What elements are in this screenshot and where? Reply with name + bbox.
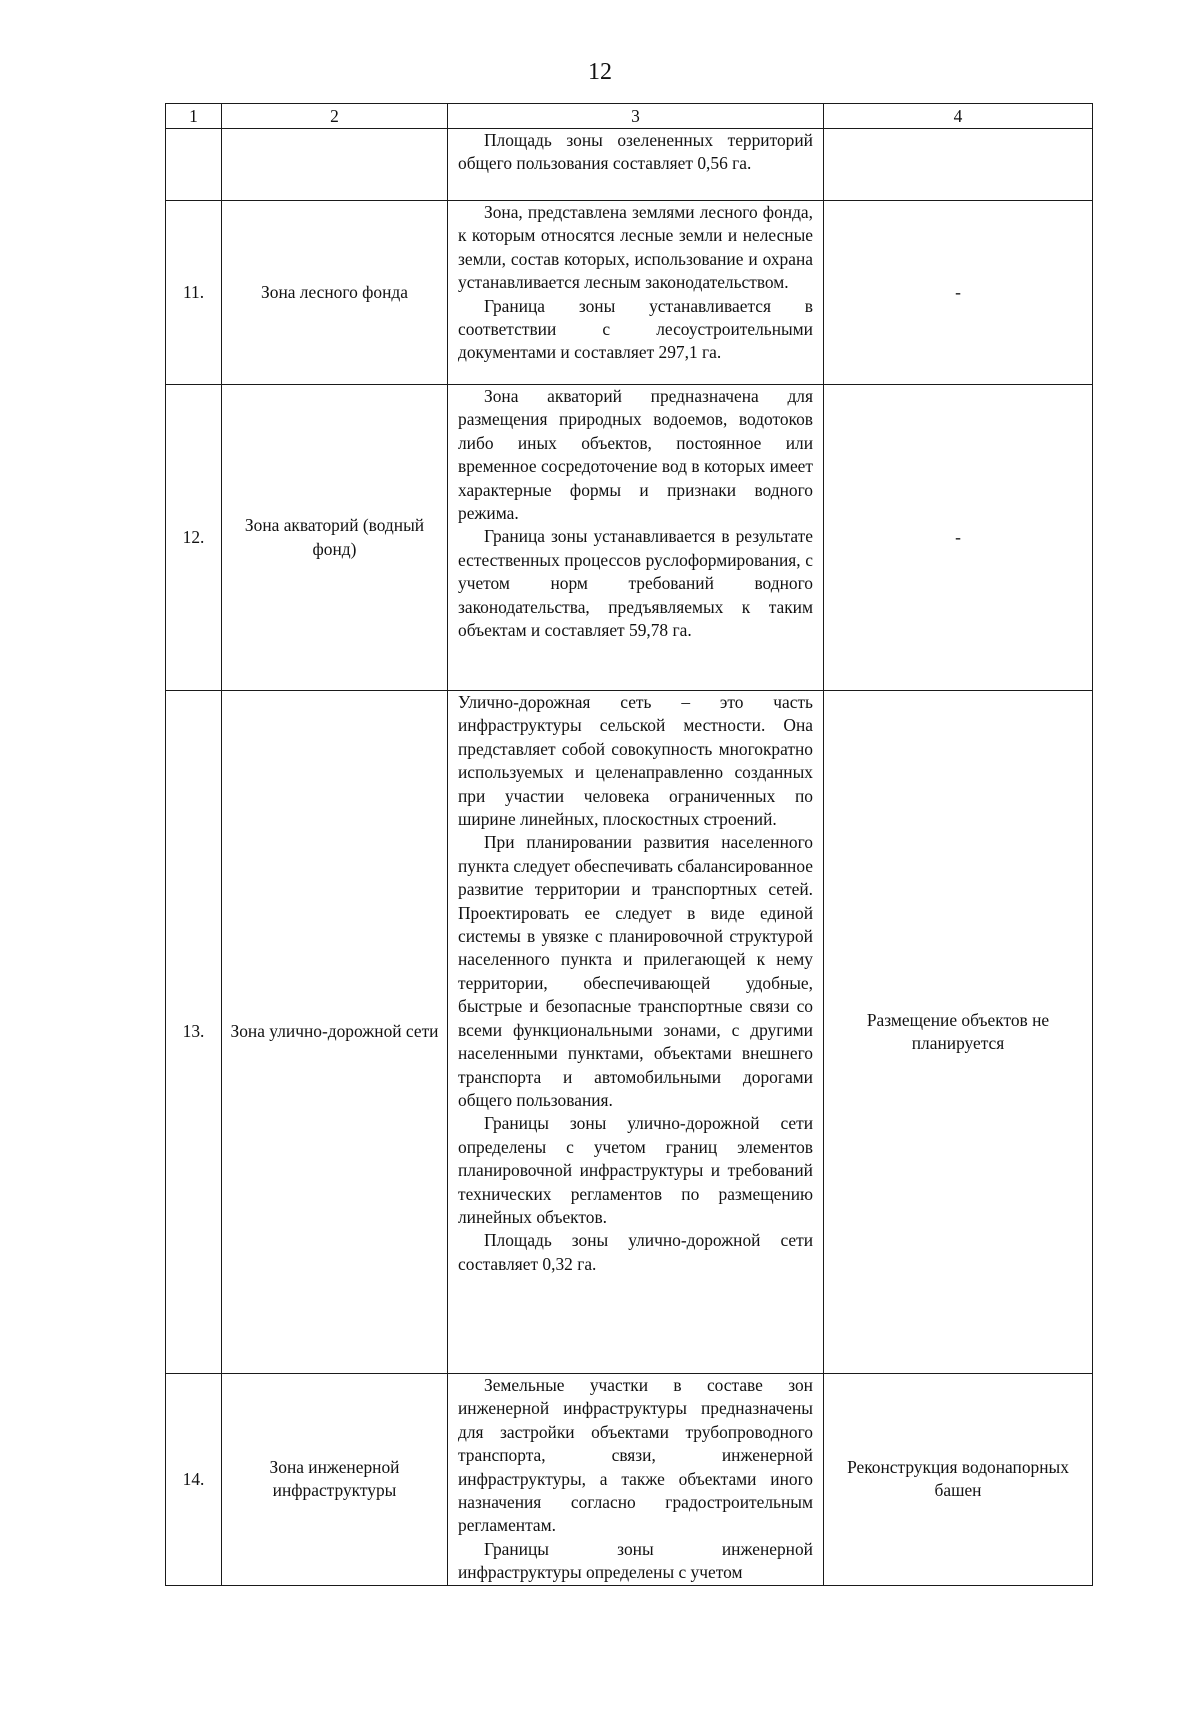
planned-action: Размещение объектов не планируется — [824, 691, 1093, 1374]
description-paragraph: Граница зоны устанавливается в соответствии с лесоустроительными документами и составляет 297,1 га. — [458, 295, 813, 363]
description-paragraph: Земельные участки в составе зон инженерной инфраструктуры предназначены для застройки объектами трубопроводного транспорта, связи, инженерной инфраструктуры, а также объектами иного назначения согласно градостроительным регламентам. — [458, 1375, 813, 1536]
zone-description — [448, 385, 824, 691]
zone-name: Зона лесного фонда — [222, 201, 448, 385]
zones-table — [165, 103, 1093, 1586]
description-paragraph: Зона акваторий предназначена для размещения природных водоемов, водотоков либо иных объектов, постоянное или временное сосредоточение вод в которых имеет характерные формы и признаки водного режима. — [458, 386, 813, 524]
header-col-2: 2 — [222, 104, 448, 129]
description-paragraph: Улично-дорожная сеть – это часть инфраструктуры сельской местности. Она представляет собой совокупность многократно используемых и целенаправленно созданных при участии человека ограниченных по ширине линейных, плоскостных строений. — [458, 692, 813, 830]
description-paragraph: Границы зоны инженерной инфраструктуры определены с учетом — [458, 1538, 813, 1583]
zone-description — [448, 1374, 824, 1586]
planned-action: - — [824, 385, 1093, 691]
zone-name — [222, 129, 448, 201]
description-paragraph: При планировании развития населенного пункта следует обеспечивать сбалансированное развитие территории и транспортных сетей. Проектировать ее следует в виде единой системы в увязке с планировочной структурой населенного пункта и прилегающей к нему территории, обеспечивающей удобные, быстрые и безопасные транспортные связи со всеми функциональными зонами, с другими населенными пунктами, объектами внешнего транспорта и автомобильными дорогами общего пользования. — [458, 832, 813, 1110]
page-number: 12 — [588, 59, 612, 85]
description-paragraph: Зона, представлена землями лесного фонда, к которым относятся лесные земли и нелесные земли, состав которых, использование и охрана устанавливается лесным законодательством. — [458, 202, 813, 293]
description-paragraph: Площадь зоны улично-дорожной сети составляет 0,32 га. — [458, 1230, 813, 1274]
header-col-1: 1 — [166, 104, 222, 129]
zone-name: Зона инженерной инфраструктуры — [222, 1374, 448, 1586]
zone-name: Зона улично-дорожной сети — [222, 691, 448, 1374]
planned-action — [824, 129, 1093, 201]
row-number: 14. — [166, 1374, 222, 1586]
description-paragraph: Граница зоны устанавливается в результате естественных процессов руслоформирования, с учетом норм требований водного законодательства, предъявляемых к таким объектам и составляет 59,78 га. — [458, 526, 813, 641]
header-col-4: 4 — [824, 104, 1093, 129]
table-row-14 — [166, 1374, 1093, 1586]
table-row-11 — [166, 201, 1093, 385]
description-paragraph: Границы зоны улично-дорожной сети определены с учетом границ элементов планировочной инфраструктуры и требований технических регламентов по размещению линейных объектов. — [458, 1113, 813, 1227]
zone-description — [448, 129, 824, 201]
table-row-continuation — [166, 129, 1093, 201]
row-number: 12. — [166, 385, 222, 691]
table-row-13 — [166, 691, 1093, 1374]
planned-action: Реконструкция водонапорных башен — [824, 1374, 1093, 1586]
zone-name: Зона акваторий (водный фонд) — [222, 385, 448, 691]
header-col-3: 3 — [448, 104, 824, 129]
row-number: 11. — [166, 201, 222, 385]
planned-action: - — [824, 201, 1093, 385]
table-row-12 — [166, 385, 1093, 691]
description-paragraph: Площадь зоны озелененных территорий общего пользования составляет 0,56 га. — [458, 130, 813, 174]
table-header-row — [166, 104, 1093, 129]
row-number — [166, 129, 222, 201]
zone-description — [448, 201, 824, 385]
zone-description — [448, 691, 824, 1374]
row-number: 13. — [166, 691, 222, 1374]
